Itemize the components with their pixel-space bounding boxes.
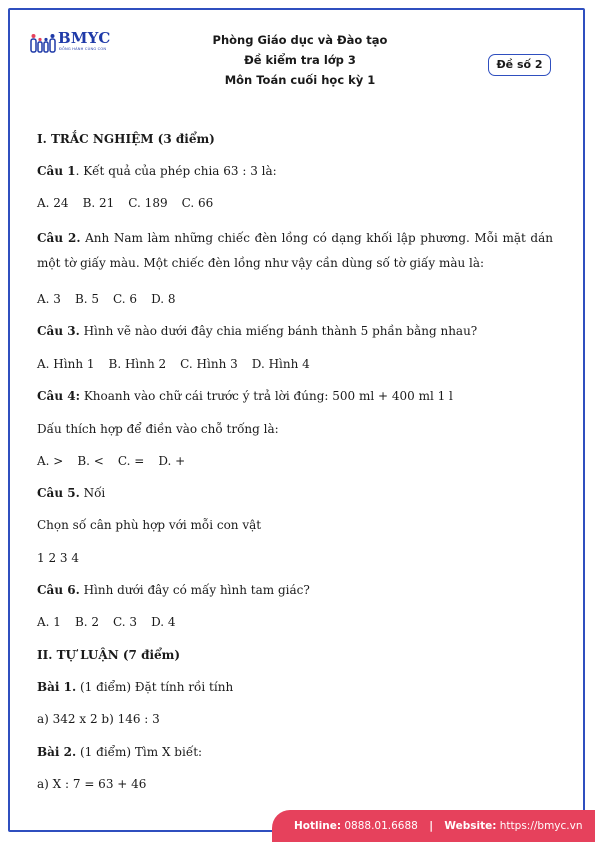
part1-title: I. TRẮC NGHIỆM (3 điểm) bbox=[37, 132, 215, 146]
option: D. Hình 4 bbox=[251, 357, 310, 371]
question-2-options bbox=[37, 292, 190, 306]
logo-brand: BMYC bbox=[58, 29, 111, 47]
option: C. 6 bbox=[113, 292, 138, 306]
question-3-options bbox=[37, 357, 324, 371]
footer-separator: | bbox=[429, 820, 434, 832]
question-text: Hình vẽ nào dưới đây chia miếng bánh thành 5 phần bằng nhau? bbox=[79, 324, 478, 338]
option: C. 3 bbox=[113, 615, 138, 629]
option: B. Hình 2 bbox=[108, 357, 167, 371]
exercise-1 bbox=[37, 680, 233, 694]
question-2 bbox=[37, 226, 553, 276]
option: C. = bbox=[117, 454, 145, 468]
question-4-options bbox=[37, 454, 199, 468]
question-label: Câu 5. bbox=[37, 486, 80, 500]
exercise-text: (1 điểm) Tìm X biết: bbox=[76, 745, 203, 759]
question-text: Nối bbox=[79, 486, 106, 500]
exercise-text: (1 điểm) Đặt tính rồi tính bbox=[76, 680, 234, 694]
option: D. 8 bbox=[151, 292, 176, 306]
hotline-label: Hotline: bbox=[294, 820, 342, 832]
website-link[interactable]: https://bmyc.vn bbox=[499, 820, 583, 832]
contact-footer bbox=[272, 810, 595, 842]
option: A. > bbox=[37, 454, 64, 468]
option: A. 3 bbox=[37, 292, 61, 306]
bmyc-logo bbox=[30, 29, 120, 55]
question-5-numbers: 1 2 3 4 bbox=[37, 551, 79, 565]
question-5 bbox=[37, 486, 105, 500]
option: A. 24 bbox=[37, 196, 69, 210]
option: C. 189 bbox=[128, 196, 168, 210]
question-text: Anh Nam làm những chiếc đèn lồng có dạng khối lập phương. Mỗi mặt dán một tờ giấy màu. Một chiếc đèn lồng như vậy cần dùng số tờ giấy màu là: bbox=[37, 231, 553, 270]
exercise-2 bbox=[37, 745, 202, 759]
header-department: Phòng Giáo dục và Đào tạo bbox=[212, 33, 388, 47]
question-text: Hình dưới đây có mấy hình tam giác? bbox=[79, 583, 310, 597]
question-label: Câu 4: bbox=[37, 389, 81, 403]
question-label: Câu 1 bbox=[37, 164, 76, 178]
question-6 bbox=[37, 583, 310, 597]
option: C. Hình 3 bbox=[180, 357, 238, 371]
exercise-label: Bài 1. bbox=[37, 680, 77, 694]
logo-tagline: ĐỒNG HÀNH CÙNG CON bbox=[59, 47, 107, 51]
exercise-1-sub: a) 342 x 2 b) 146 : 3 bbox=[37, 712, 160, 726]
question-6-options bbox=[37, 615, 190, 629]
question-4-sub: Dấu thích hợp để điền vào chỗ trống là: bbox=[37, 422, 279, 436]
part2-title: II. TỰ LUẬN (7 điểm) bbox=[37, 648, 181, 662]
question-4 bbox=[37, 389, 453, 403]
option: B. 5 bbox=[74, 292, 100, 306]
question-label: Câu 6. bbox=[37, 583, 80, 597]
question-text: Khoanh vào chữ cái trước ý trả lời đúng: 500 ml + 400 ml 1 l bbox=[80, 389, 453, 403]
option: B. < bbox=[77, 454, 104, 468]
question-1 bbox=[37, 164, 277, 178]
option: B. 2 bbox=[74, 615, 100, 629]
option: D. 4 bbox=[151, 615, 176, 629]
question-label: Câu 3. bbox=[37, 324, 80, 338]
question-5-sub: Chọn số cân phù hợp với mỗi con vật bbox=[37, 518, 262, 532]
question-3 bbox=[37, 324, 477, 338]
question-label: Câu 2. bbox=[37, 231, 81, 245]
exercise-label: Bài 2. bbox=[37, 745, 77, 759]
option: C. 66 bbox=[181, 196, 214, 210]
option: A. 1 bbox=[37, 615, 61, 629]
option: A. Hình 1 bbox=[37, 357, 95, 371]
option: D. + bbox=[158, 454, 186, 468]
question-text: . Kết quả của phép chia 63 : 3 là: bbox=[75, 164, 277, 178]
option: B. 21 bbox=[82, 196, 115, 210]
hotline-number[interactable]: 0888.01.6688 bbox=[344, 820, 418, 832]
website-label: Website: bbox=[444, 820, 497, 832]
family-icon bbox=[30, 31, 58, 55]
exam-number-badge: Đề số 2 bbox=[488, 54, 551, 76]
header-subject: Môn Toán cuối học kỳ 1 bbox=[224, 73, 376, 87]
document-header bbox=[150, 30, 450, 90]
question-1-options bbox=[37, 196, 227, 210]
exercise-2-sub: a) X : 7 = 63 + 46 bbox=[37, 777, 147, 791]
header-exam-title: Đề kiểm tra lớp 3 bbox=[244, 53, 356, 67]
